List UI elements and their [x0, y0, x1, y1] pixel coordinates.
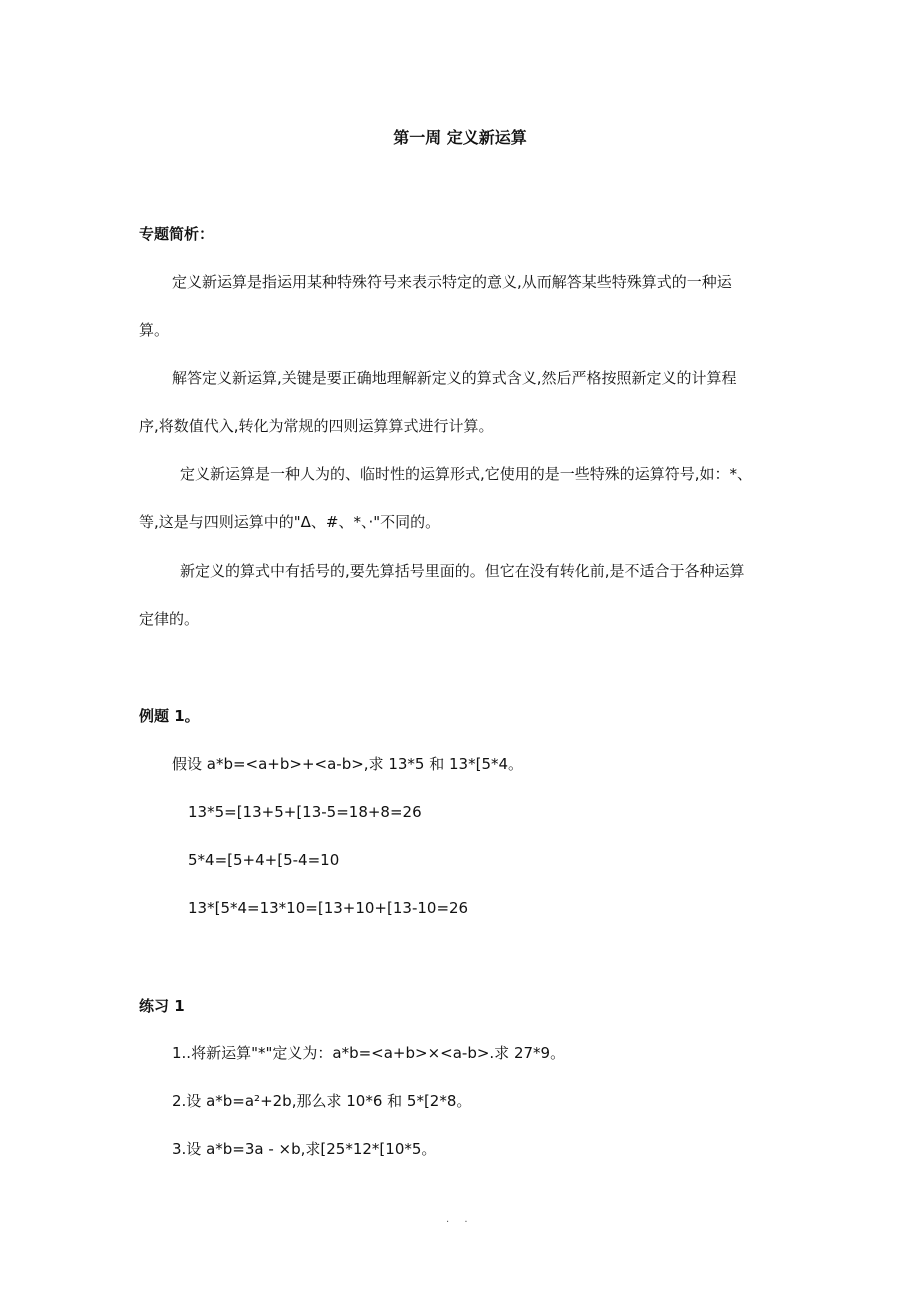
paragraph-1-line-2: 算。 — [139, 321, 170, 339]
paragraph-2-line-2: 序,将数值代入,转化为常规的四则运算算式进行计算。 — [139, 417, 494, 435]
example-step-1: 13*5=[13+5+[13-5=18+8=26 — [188, 803, 422, 821]
paragraph-3-line-1: 定义新运算是一种人为的、临时性的运算形式,它使用的是一些特殊的运算符号,如：*、 — [180, 465, 753, 483]
document-title: 第一周 定义新运算 — [393, 128, 527, 147]
example-step-3: 13*[5*4=13*10=[13+10+[13-10=26 — [188, 899, 469, 917]
page-footer: . . — [446, 1214, 474, 1225]
exercise-heading: 练习 1 — [139, 997, 185, 1015]
example-problem: 假设 a*b=<a+b>+<a-b>,求 13*5 和 13*[5*4。 — [172, 755, 524, 773]
paragraph-4-line-1: 新定义的算式中有括号的,要先算括号里面的。但它在没有转化前,是不适合于各种运算 — [180, 562, 745, 580]
example-step-2: 5*4=[5+4+[5-4=10 — [188, 851, 340, 869]
paragraph-2-line-1: 解答定义新运算,关键是要正确地理解新定义的算式含义,然后严格按照新定义的计算程 — [172, 369, 737, 387]
paragraph-3-line-2: 等,这是与四则运算中的"Δ、#、*、·"不同的。 — [139, 513, 441, 531]
exercise-item-1: 1..将新运算"*"定义为：a*b=<a+b>×<a-b>.求 27*9。 — [172, 1044, 566, 1062]
exercise-item-3: 3.设 a*b=3a - ×b,求[25*12*[10*5。 — [172, 1140, 437, 1158]
analysis-heading: 专题简析： — [139, 225, 215, 243]
paragraph-4-line-2: 定律的。 — [139, 610, 200, 628]
example-heading: 例题 1。 — [139, 707, 200, 725]
exercise-item-2: 2.设 a*b=a²+2b,那么求 10*6 和 5*[2*8。 — [172, 1092, 472, 1110]
paragraph-1-line-1: 定义新运算是指运用某种特殊符号来表示特定的意义,从而解答某些特殊算式的一种运 — [172, 273, 732, 291]
